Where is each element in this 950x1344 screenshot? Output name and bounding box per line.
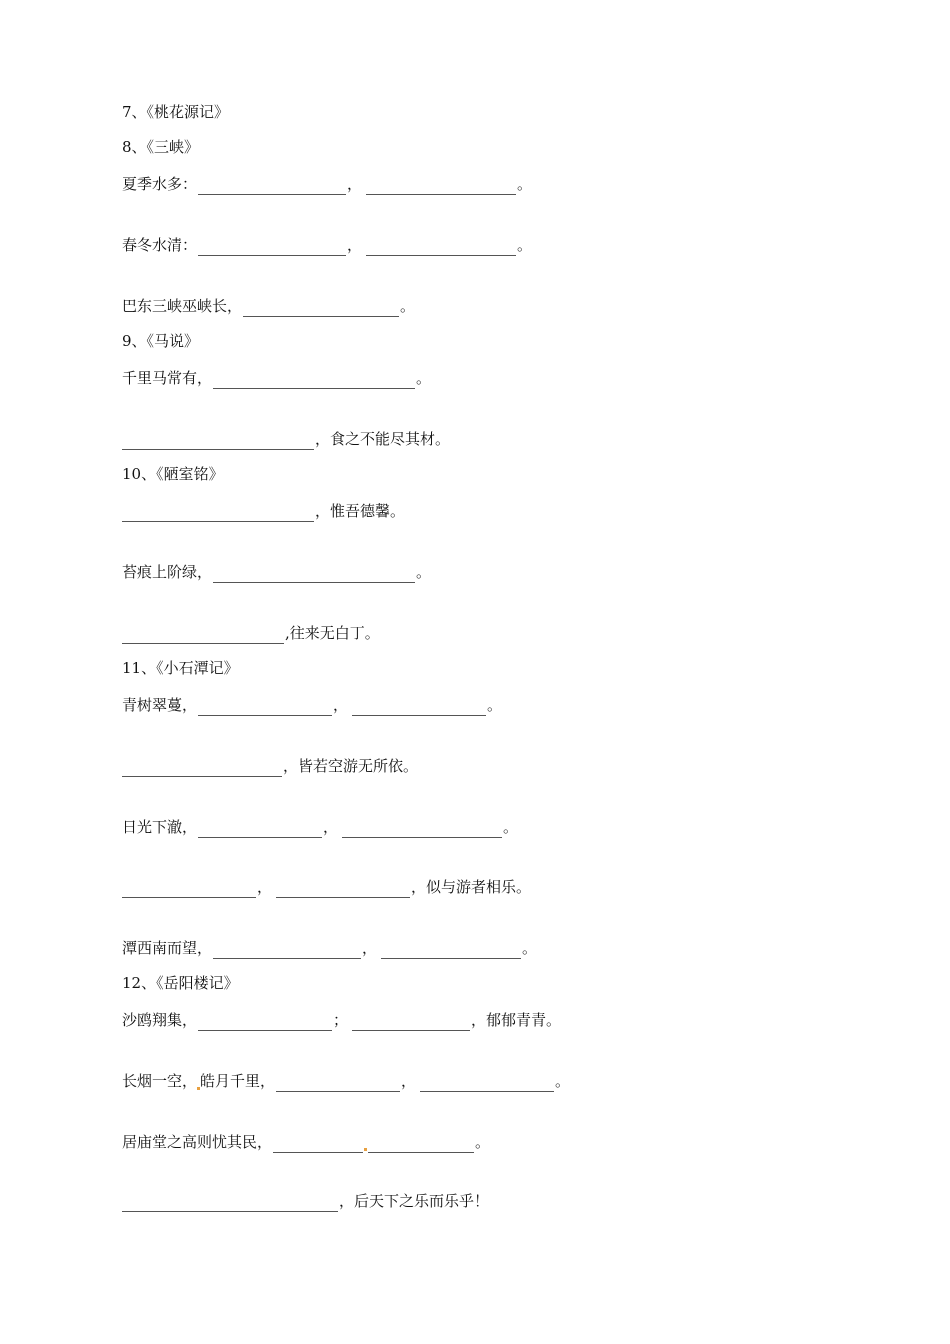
prompt-text: 。	[487, 696, 503, 714]
fill-in-blank[interactable]	[342, 821, 502, 838]
section-heading-9	[122, 330, 199, 352]
question-line	[122, 755, 418, 777]
fill-in-blank[interactable]	[276, 881, 410, 898]
section-heading-10	[122, 463, 224, 485]
question-line	[122, 1070, 570, 1092]
prompt-text: 。	[416, 369, 432, 387]
prompt-text: 青树翠蔓，	[122, 696, 198, 714]
prompt-text: 。	[400, 297, 416, 315]
question-line	[122, 694, 502, 716]
section-heading-12	[122, 972, 239, 994]
question-line	[122, 1190, 489, 1212]
prompt-text: ，郁郁青青。	[471, 1011, 562, 1029]
prompt-text: ，皆若空游无所依。	[283, 757, 419, 775]
heading-text: 7、《桃花源记》	[122, 103, 230, 121]
fill-in-blank[interactable]	[122, 1195, 338, 1212]
fill-in-blank[interactable]	[420, 1075, 554, 1092]
prompt-text: ；	[333, 1011, 349, 1029]
prompt-text: ，	[362, 939, 378, 957]
heading-text: 9、《马说》	[122, 332, 200, 350]
fill-in-blank[interactable]	[122, 627, 284, 644]
heading-text: 8、《三峡》	[122, 138, 200, 156]
prompt-text: 日光下澈，	[122, 818, 198, 836]
fill-in-blank[interactable]	[213, 372, 415, 389]
fill-in-blank[interactable]	[198, 239, 346, 256]
heading-text: 11、《小石潭记》	[122, 659, 239, 677]
fill-in-blank[interactable]	[276, 1075, 400, 1092]
prompt-text: ，	[347, 175, 363, 193]
prompt-text: 。	[416, 563, 432, 581]
prompt-text: ，	[333, 696, 349, 714]
fill-in-blank[interactable]	[352, 1014, 470, 1031]
prompt-text: 居庙堂之高则忧其民，	[122, 1133, 273, 1151]
fill-in-blank[interactable]	[368, 1136, 474, 1153]
question-line	[122, 1131, 490, 1153]
heading-text: 12、《岳阳楼记》	[122, 974, 239, 992]
prompt-text: 。	[517, 236, 533, 254]
fill-in-blank[interactable]	[213, 942, 361, 959]
question-line	[122, 367, 431, 389]
marker-dot	[364, 1148, 367, 1151]
heading-text: 10、《陋室铭》	[122, 465, 224, 483]
fill-in-blank[interactable]	[243, 300, 399, 317]
section-heading-8	[122, 136, 199, 158]
fill-in-blank[interactable]	[198, 178, 346, 195]
question-line	[122, 876, 531, 898]
prompt-text: 皓月千里，	[200, 1072, 276, 1090]
prompt-text: ，似与游者相乐。	[411, 878, 532, 896]
prompt-text: 巴东三峡巫峡长，	[122, 297, 243, 315]
prompt-text: 。	[503, 818, 519, 836]
fill-in-blank[interactable]	[122, 881, 256, 898]
question-line	[122, 561, 431, 583]
prompt-text: 。	[555, 1072, 571, 1090]
prompt-text: 。	[475, 1133, 491, 1151]
question-line	[122, 234, 532, 256]
fill-in-blank[interactable]	[198, 821, 322, 838]
question-line	[122, 173, 532, 195]
prompt-text: 沙鸥翔集，	[122, 1011, 198, 1029]
prompt-text: 千里马常有，	[122, 369, 213, 387]
prompt-text: 长烟一空，	[122, 1072, 198, 1090]
prompt-text: ,往来无白丁。	[285, 624, 380, 642]
prompt-text: 。	[522, 939, 538, 957]
question-line	[122, 500, 405, 522]
question-line	[122, 295, 415, 317]
fill-in-blank[interactable]	[213, 566, 415, 583]
prompt-text: 春冬水清：	[122, 236, 198, 254]
prompt-text: ，	[401, 1072, 417, 1090]
fill-in-blank[interactable]	[198, 699, 332, 716]
fill-in-blank[interactable]	[366, 178, 516, 195]
question-line	[122, 622, 380, 644]
question-line	[122, 1009, 561, 1031]
prompt-text: ，	[323, 818, 339, 836]
prompt-text: ，	[347, 236, 363, 254]
prompt-text: ，后天下之乐而乐乎！	[339, 1192, 490, 1210]
prompt-text: 苔痕上阶绿，	[122, 563, 213, 581]
fill-in-blank[interactable]	[122, 433, 314, 450]
prompt-text: ，	[257, 878, 273, 896]
section-heading-11	[122, 657, 239, 679]
fill-in-blank[interactable]	[273, 1136, 363, 1153]
prompt-text: 潭西南而望，	[122, 939, 213, 957]
prompt-text: 。	[517, 175, 533, 193]
fill-in-blank[interactable]	[381, 942, 521, 959]
question-line	[122, 816, 518, 838]
prompt-text: 夏季水多：	[122, 175, 198, 193]
fill-in-blank[interactable]	[198, 1014, 332, 1031]
prompt-text: ，食之不能尽其材。	[315, 430, 451, 448]
section-heading-7	[122, 101, 229, 123]
fill-in-blank[interactable]	[366, 239, 516, 256]
fill-in-blank[interactable]	[352, 699, 486, 716]
fill-in-blank[interactable]	[122, 505, 314, 522]
fill-in-blank[interactable]	[122, 760, 282, 777]
question-line	[122, 937, 537, 959]
prompt-text: ，惟吾德馨。	[315, 502, 406, 520]
question-line	[122, 428, 450, 450]
